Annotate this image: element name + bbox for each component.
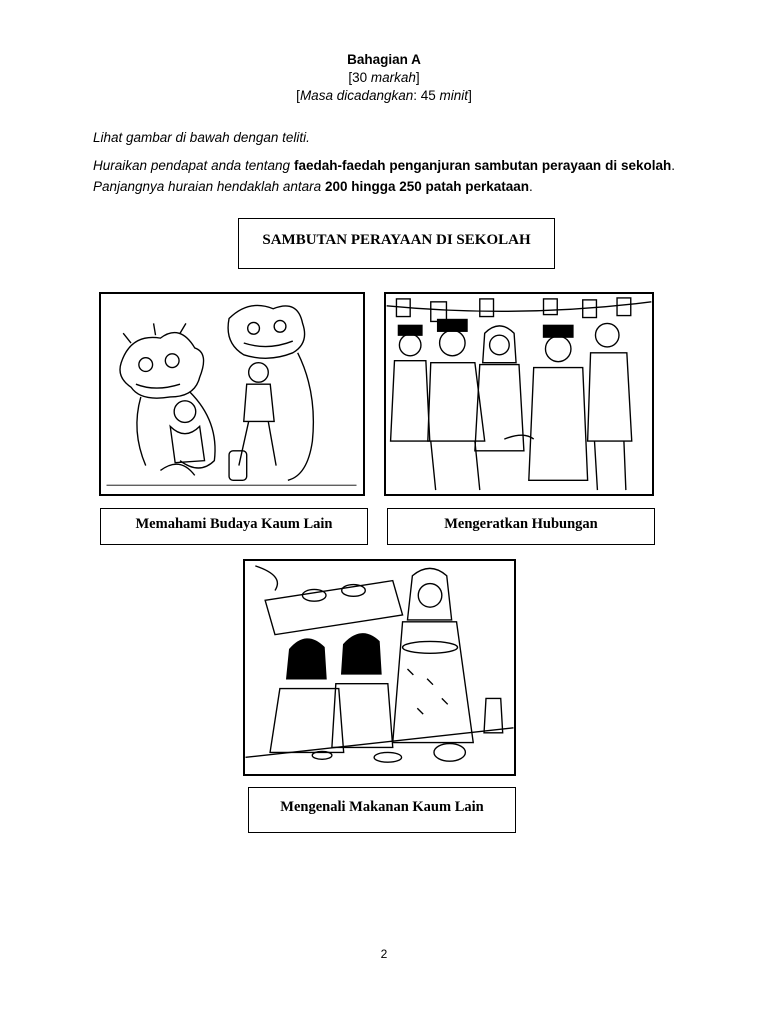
caption-strengthen-relations: Mengeratkan Hubungan bbox=[387, 508, 655, 545]
person-1 bbox=[391, 325, 430, 441]
front-table bbox=[246, 698, 514, 762]
person-5 bbox=[588, 323, 632, 490]
food-illustration bbox=[243, 559, 516, 776]
caption-know-food: Mengenali Makanan Kaum Lain bbox=[248, 787, 516, 833]
instruction: Lihat gambar di bawah dengan teliti. bbox=[93, 130, 310, 145]
page-number: 2 bbox=[380, 947, 388, 961]
server-woman bbox=[393, 568, 473, 742]
person-2 bbox=[428, 319, 485, 490]
hanging-decorations bbox=[387, 298, 652, 322]
handshake-illustration bbox=[384, 292, 654, 496]
person-3 bbox=[475, 326, 524, 451]
task-text: Huraikan pendapat anda tentang faedah-faedah penganjuran sambutan perayaan di sekolah. Panjangnya huraian hendaklah antara 200 hingga 250 patah perkataan. bbox=[93, 158, 675, 194]
lion-dance-illustration bbox=[99, 292, 365, 496]
marks-line: [30 markah] bbox=[348, 70, 420, 85]
girl-right bbox=[332, 634, 393, 748]
time-line: [Masa dicadangkan: 45 minit] bbox=[296, 88, 472, 103]
person-4 bbox=[504, 325, 587, 480]
dancer-right bbox=[229, 363, 276, 481]
caption-understand-culture: Memahami Budaya Kaum Lain bbox=[100, 508, 368, 545]
lion-head-left bbox=[120, 323, 215, 468]
dancer-left bbox=[160, 401, 204, 476]
background-table bbox=[255, 566, 402, 635]
theme-title-box: SAMBUTAN PERAYAAN DI SEKOLAH bbox=[238, 218, 555, 269]
section-title: Bahagian A bbox=[347, 52, 421, 67]
